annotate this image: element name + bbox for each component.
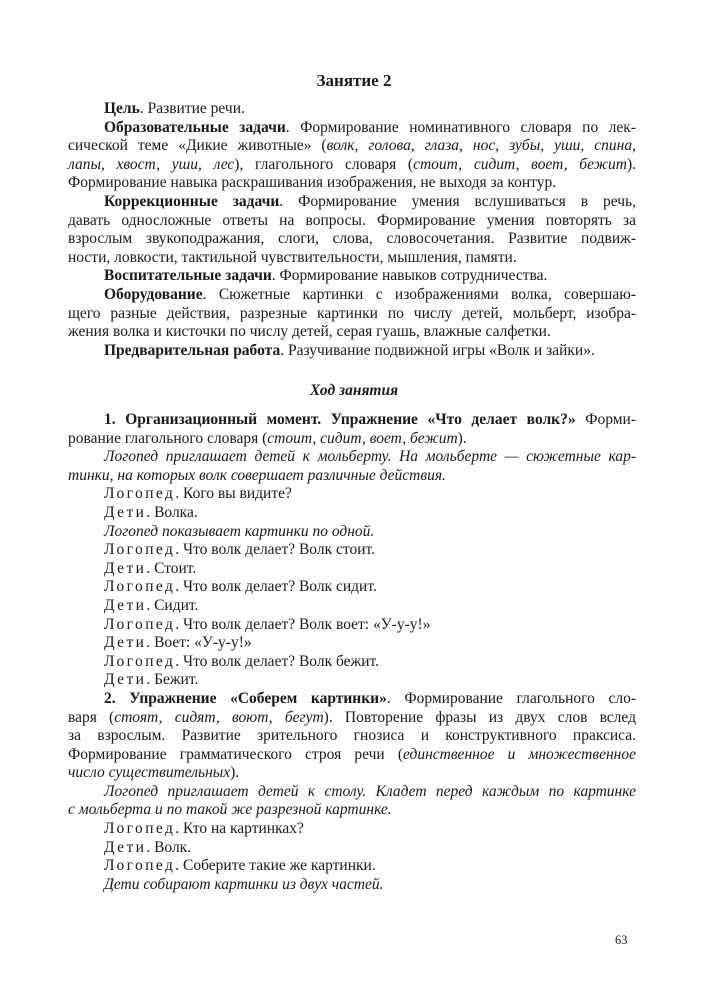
dialog1-line: Дети. Воет: «У-у-у!» bbox=[104, 634, 252, 652]
lesson-title: Занятие 2 bbox=[316, 71, 392, 90]
corr-line-2: давать односложные ответы на вопросы. Формирование умения повторять за bbox=[68, 211, 636, 229]
s1-line-1: 1. Организационный момент. Упражнение «Что делает волк?» Форми- bbox=[104, 411, 637, 428]
goals-section bbox=[68, 100, 636, 360]
dialog1-line: Дети. Бежит. bbox=[104, 671, 199, 689]
dialog1-remark: Логопед показывает картинки по одной. bbox=[104, 522, 375, 540]
s2-line-5: число существительных). bbox=[68, 764, 240, 782]
dialog2-line: Логопед. Кто на картинках? bbox=[104, 820, 304, 838]
goal-label: Цель bbox=[104, 100, 140, 117]
dialog1-line: Логопед. Что волк делает? Волк бежит. bbox=[104, 652, 380, 670]
s2-line-2: варя (стоят, сидят, воют, бегут). Повторение фразы из двух слов вслед bbox=[68, 708, 636, 726]
edu-line-3: лапы, хвост, уши, лес), глагольного словаря (стоит, сидит, воет, бежит). bbox=[68, 155, 636, 173]
course-heading: Ход занятия bbox=[309, 382, 399, 399]
corr-line-4: ности, ловкости, тактильной чувствительности, мышления, памяти. bbox=[68, 248, 517, 266]
s1-label: 1. Организационный момент. Упражнение «Что делает волк?» bbox=[104, 411, 576, 428]
dialog2-line: Дети. Волк. bbox=[104, 838, 192, 856]
s2-line-3: за взрослым. Развитие зрительного гнозиса и конструктивного праксиса. bbox=[68, 727, 636, 745]
equip-label: Оборудование bbox=[104, 285, 203, 303]
edu-line-1: Образовательные задачи. Формирование номинативного словаря по лек- bbox=[104, 118, 636, 136]
dialog1-line: Дети. Волка. bbox=[104, 503, 198, 521]
section-1 bbox=[68, 411, 636, 894]
dialog1-line: Дети. Стоит. bbox=[104, 559, 197, 577]
s1-remark-2: тинки, на которых волк совершает различные действия. bbox=[68, 466, 446, 484]
edu-label: Образовательные задачи bbox=[104, 118, 286, 136]
corr-label: Коррекционные задачи bbox=[104, 192, 280, 210]
s2-remark-1: Логопед приглашает детей к столу. Кладет перед каждым по картинке bbox=[104, 782, 636, 800]
s1-line-2: рование глагольного словаря (стоит, сидит, воет, бежит). bbox=[68, 429, 467, 447]
dialog1-line: Логопед. Что волк делает? Волк стоит. bbox=[104, 541, 375, 559]
dialog1-line: Логопед. Что волк делает? Волк сидит. bbox=[104, 578, 377, 596]
page-number: 63 bbox=[615, 933, 628, 947]
s2-line-4: Формирование грамматического строя речи (единственное и множественное bbox=[68, 745, 636, 763]
vosp-paragraph: Воспитательные задачи. Формирование навыков сотрудничества. bbox=[104, 267, 548, 285]
dialog2-line: Логопед. Соберите такие же картинки. bbox=[104, 857, 376, 875]
goal-paragraph: Цель. Развитие речи. bbox=[104, 100, 245, 117]
s1-remark-1: Логопед приглашает детей к мольберту. На мольберте — сюжетные кар- bbox=[104, 448, 636, 466]
dialog1-line: Логопед. Кого вы видите? bbox=[104, 485, 292, 503]
equip-line-1: Оборудование. Сюжетные картинки с изображениями волка, совершаю- bbox=[104, 285, 636, 303]
dialog1-line: Логопед. Что волк делает? Волк воет: «У-у-у!» bbox=[104, 615, 431, 633]
edu-line-4: Формирование навыка раскрашивания изображения, не выходя за контур. bbox=[68, 174, 557, 192]
corr-line-1: Коррекционные задачи. Формирование умения вслушиваться в речь, bbox=[104, 192, 636, 210]
corr-line-3: взрослым звукоподражания, слоги, слова, словосочетания. Развитие подвиж- bbox=[68, 230, 636, 248]
equip-line-2: щего разные действия, разрезные картинки по числу детей, мольберт, изобра- bbox=[68, 304, 636, 322]
dialog2-remark: Дети собирают картинки из двух частей. bbox=[104, 875, 384, 893]
vosp-label: Воспитательные задачи bbox=[104, 267, 272, 285]
s2-line-1: 2. Упражнение «Соберем картинки». Формирование глагольного сло- bbox=[104, 689, 636, 707]
prelim-paragraph: Предварительная работа. Разучивание подвижной игры «Волк и зайки». bbox=[104, 341, 595, 359]
edu-line-2: сической теме «Дикие животные» (волк, голова, глаза, нос, зубы, уши, спина, bbox=[68, 137, 636, 155]
s2-remark-2: с мольберта и по такой же разрезной картинке. bbox=[68, 801, 392, 819]
dialog1-line: Дети. Сидит. bbox=[104, 596, 199, 614]
s2-label: 2. Упражнение «Соберем картинки» bbox=[104, 689, 387, 707]
prelim-label: Предварительная работа bbox=[104, 341, 281, 359]
equip-line-3: жения волка и кисточки по числу детей, серая гуашь, влажные салфетки. bbox=[68, 323, 551, 341]
